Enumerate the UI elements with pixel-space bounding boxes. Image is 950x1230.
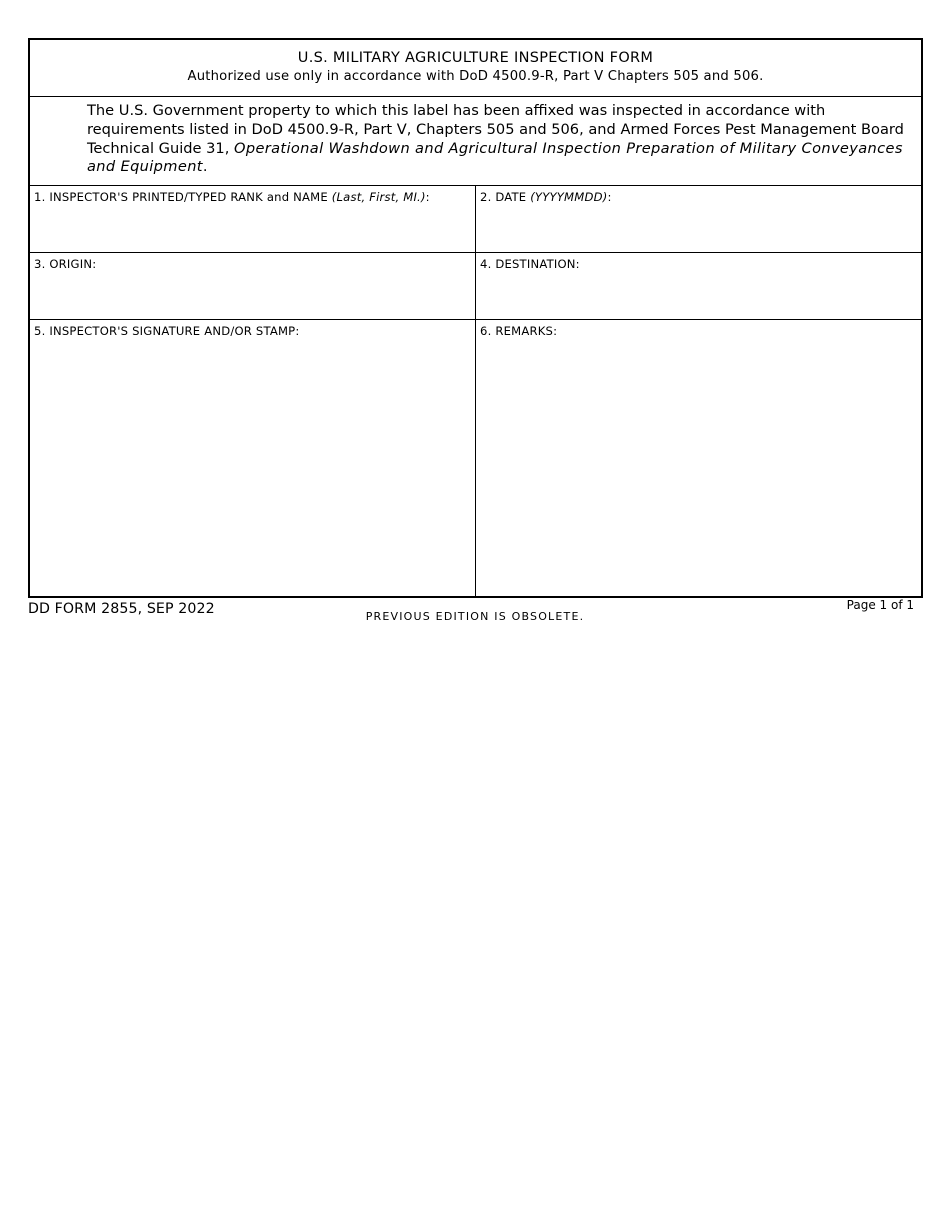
statement-end: . bbox=[202, 158, 208, 176]
form-title: U.S. MILITARY AGRICULTURE INSPECTION FORM bbox=[297, 50, 654, 66]
inspection-statement bbox=[30, 97, 921, 186]
page-number: Page 1 of 1 bbox=[846, 598, 914, 612]
signature-field[interactable] bbox=[30, 320, 476, 596]
inspector-name-label-text: 1. INSPECTOR'S PRINTED/TYPED RANK and NAME bbox=[34, 190, 332, 204]
inspector-name-field[interactable] bbox=[30, 186, 476, 252]
form-subtitle: Authorized use only in accordance with DoD 4500.9-R, Part V Chapters 505 and 506. bbox=[187, 69, 764, 84]
form-header bbox=[30, 40, 921, 97]
form-row-1 bbox=[30, 186, 921, 253]
date-hint: (YYYYMMDD) bbox=[530, 190, 608, 204]
date-field[interactable] bbox=[476, 186, 921, 252]
date-suffix: : bbox=[607, 190, 612, 204]
date-label-text: 2. DATE bbox=[480, 190, 531, 204]
statement-body: The U.S. Government property to which this label has been affixed was inspected in accordance with requirements listed in DoD 4500.9-R, Part V, Chapters 505 and 506, and Armed Forces Pest Management Board Technical Guide 31, bbox=[87, 102, 904, 157]
form-identifier: DD FORM 2855, SEP 2022 bbox=[28, 601, 215, 617]
remarks-label: 6. REMARKS: bbox=[480, 324, 558, 338]
inspector-name-label bbox=[34, 190, 430, 204]
statement-guide-title: Operational Washdown and Agricultural Inspection Preparation of Military Conveyances and Equipment bbox=[87, 139, 903, 176]
inspector-name-suffix: : bbox=[425, 190, 430, 204]
remarks-field[interactable] bbox=[476, 320, 921, 596]
date-label bbox=[480, 190, 612, 204]
form-row-2 bbox=[30, 253, 921, 320]
obsolete-notice: PREVIOUS EDITION IS OBSOLETE. bbox=[365, 610, 585, 623]
destination-label: 4. DESTINATION: bbox=[480, 257, 580, 271]
signature-label: 5. INSPECTOR'S SIGNATURE AND/OR STAMP: bbox=[34, 324, 300, 338]
destination-field[interactable] bbox=[476, 253, 921, 319]
statement-text bbox=[87, 102, 923, 177]
origin-label: 3. ORIGIN: bbox=[34, 257, 97, 271]
inspector-name-hint: (Last, First, MI.) bbox=[331, 190, 426, 204]
form-row-3 bbox=[30, 320, 921, 596]
origin-field[interactable] bbox=[30, 253, 476, 319]
inspection-form bbox=[28, 38, 923, 598]
